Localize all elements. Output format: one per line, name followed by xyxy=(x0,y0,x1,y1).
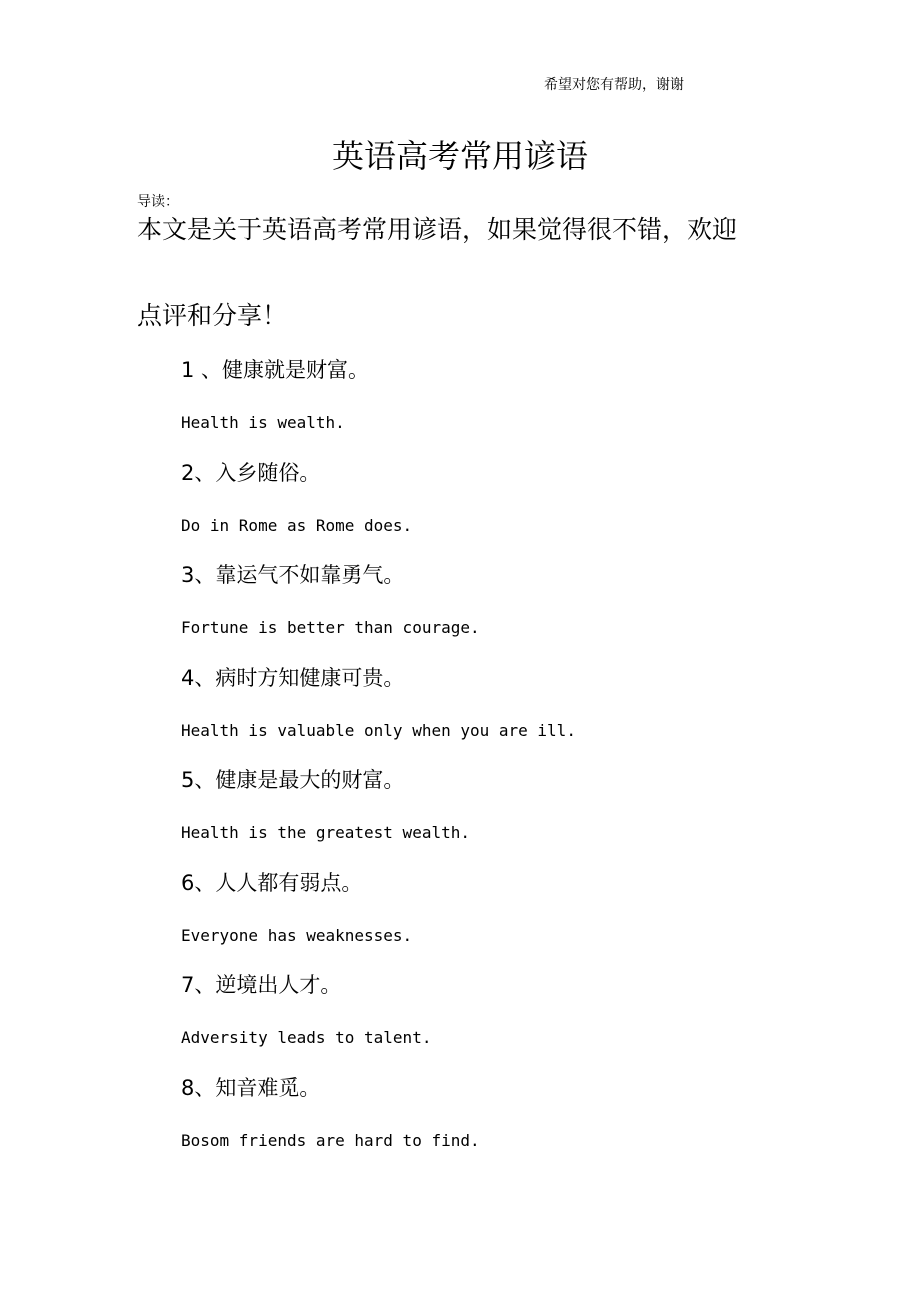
proverb-english: Bosom friends are hard to find. xyxy=(181,1130,480,1150)
header-note: 希望对您有帮助，谢谢 xyxy=(544,77,684,93)
intro-text: 本文是关于英语高考常用谚语，如果觉得很不错，欢迎 xyxy=(137,215,738,244)
proverb-item xyxy=(181,664,781,767)
proverb-list xyxy=(181,356,781,1176)
intro-text-continued: 点评和分享！ xyxy=(137,301,288,330)
proverb-chinese: 6、人人都有弱点。 xyxy=(181,870,363,895)
proverb-chinese: 1 、健康就是财富。 xyxy=(181,358,370,382)
proverb-chinese: 2、入乡随俗。 xyxy=(181,460,321,485)
proverb-item xyxy=(181,869,781,972)
document-title: 英语高考常用谚语 xyxy=(331,137,588,175)
proverb-item xyxy=(181,971,781,1074)
proverb-chinese: 3、靠运气不如靠勇气。 xyxy=(181,563,405,587)
proverb-item xyxy=(181,766,781,869)
proverb-chinese: 8、知音难觅。 xyxy=(181,1075,321,1100)
proverb-english: Fortune is better than courage. xyxy=(181,618,480,637)
proverb-english: Do in Rome as Rome does. xyxy=(181,515,413,535)
proverb-item xyxy=(181,356,781,459)
proverb-english: Health is wealth. xyxy=(181,413,345,432)
proverb-english: Everyone has weaknesses. xyxy=(181,925,413,945)
proverb-chinese: 7、逆境出人才。 xyxy=(181,973,342,997)
proverb-english: Health is the greatest wealth. xyxy=(181,823,470,842)
proverb-chinese: 5、健康是最大的财富。 xyxy=(181,768,405,792)
proverb-item xyxy=(181,1074,781,1177)
proverb-english: Health is valuable only when you are ill. xyxy=(181,720,576,740)
intro-label: 导读： xyxy=(137,194,179,210)
proverb-chinese: 4、病时方知健康可贵。 xyxy=(181,665,405,690)
proverb-english: Adversity leads to talent. xyxy=(181,1028,432,1047)
proverb-item xyxy=(181,561,781,664)
proverb-item xyxy=(181,459,781,562)
